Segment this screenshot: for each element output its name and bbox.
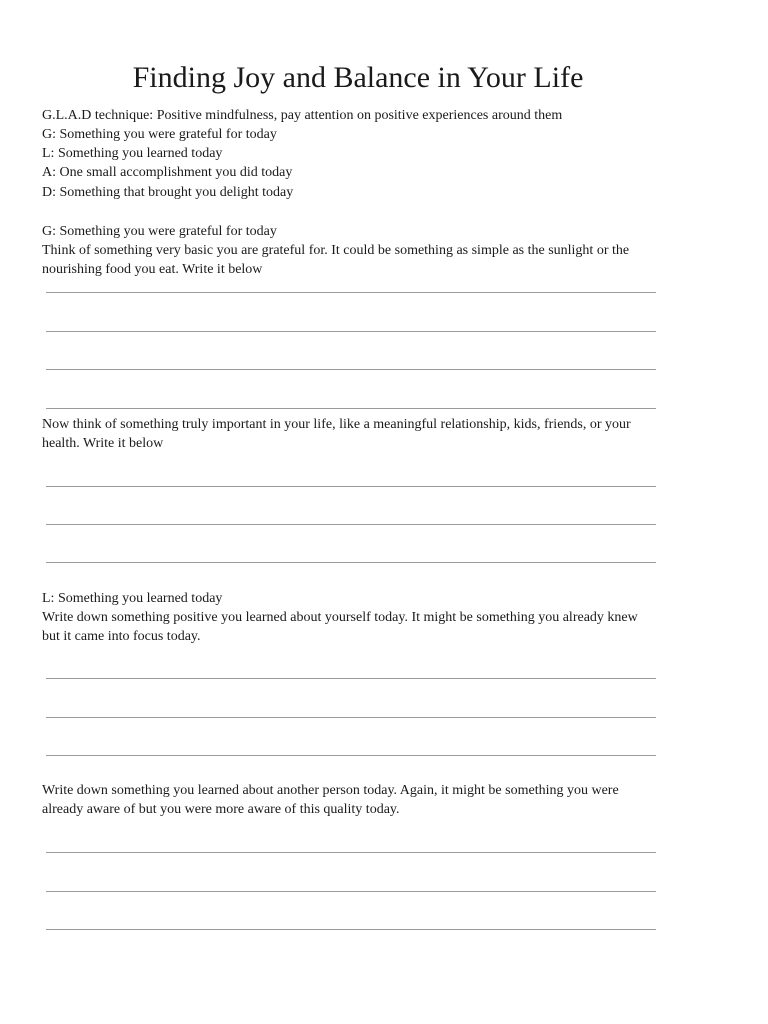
answer-line[interactable]: [46, 755, 656, 756]
answer-line[interactable]: [46, 524, 656, 525]
intro-item-a: A: One small accomplishment you did today: [42, 165, 293, 180]
answer-line[interactable]: [46, 852, 656, 853]
section-learned-heading: L: Something you learned today: [42, 591, 223, 606]
section-learned-prompt: Write down something positive you learned about yourself today. It might be something you already knew but it came into focus today.: [42, 610, 638, 645]
answer-line[interactable]: [46, 292, 656, 293]
answer-line[interactable]: [46, 562, 656, 563]
answer-line[interactable]: [46, 369, 656, 370]
intro-item-l: L: Something you learned today: [42, 146, 223, 161]
intro-item-g: G: Something you were grateful for today: [42, 127, 277, 142]
section-other-person-prompt: Write down something you learned about another person today. Again, it might be something you were already aware of but you were more aware of this quality today.: [42, 783, 619, 818]
section-important-prompt: Now think of something truly important in your life, like a meaningful relationship, kids, friends, or your health. Write it below: [42, 417, 631, 452]
answer-line[interactable]: [46, 486, 656, 487]
answer-line[interactable]: [46, 331, 656, 332]
section-grateful-heading: G: Something you were grateful for today: [42, 224, 277, 239]
page-title: Finding Joy and Balance in Your Life: [132, 61, 584, 94]
section-grateful-prompt: Think of something very basic you are grateful for. It could be something as simple as the sunlight or the nourishing food you eat. Write it below: [42, 243, 630, 278]
answer-line[interactable]: [46, 408, 656, 409]
intro-item-d: D: Something that brought you delight today: [42, 185, 294, 200]
answer-line[interactable]: [46, 891, 656, 892]
answer-line[interactable]: [46, 929, 656, 930]
answer-line[interactable]: [46, 717, 656, 718]
answer-line[interactable]: [46, 678, 656, 679]
intro-technique: G.L.A.D technique: Positive mindfulness, pay attention on positive experiences around them: [42, 108, 563, 123]
